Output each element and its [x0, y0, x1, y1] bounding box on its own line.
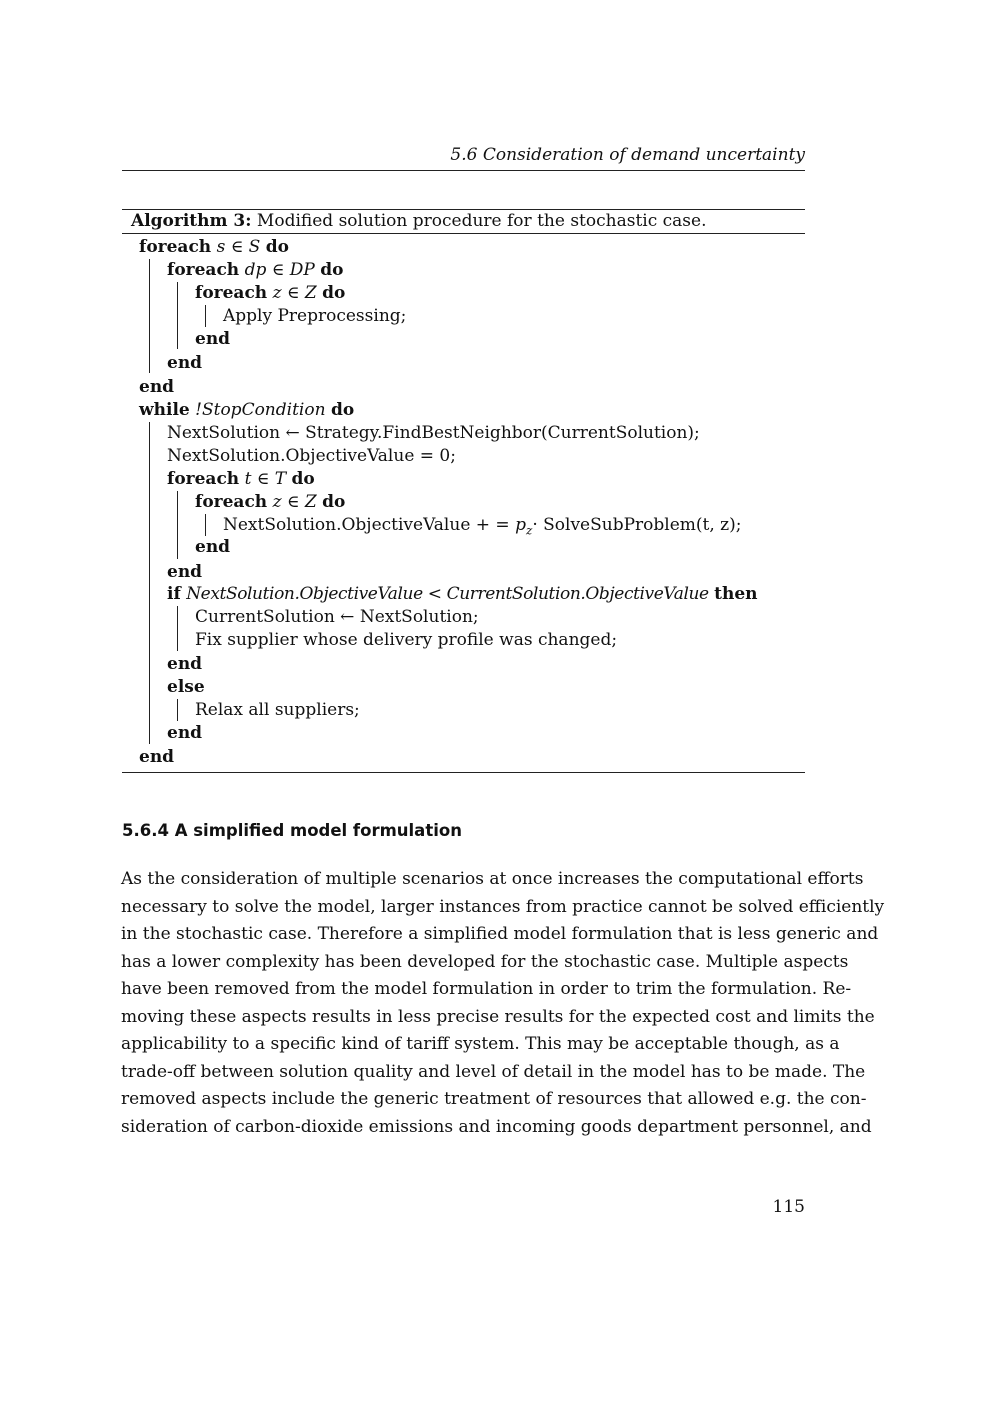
algo-line: end: [195, 329, 231, 349]
algo-line: Apply Preprocessing;: [223, 306, 407, 326]
algo-line: end: [167, 723, 203, 743]
page-number: 115: [772, 1197, 805, 1217]
block-scope-bar: [205, 514, 206, 536]
algorithm-caption-text: Modified solution procedure for the stochastic case.: [256, 211, 707, 231]
algo-line: foreach dp ∈ DP do: [167, 260, 344, 280]
paragraph-line: moving these aspects results in less precise results for the expected cost and limits the: [121, 1006, 875, 1027]
algo-line: NextSolution.ObjectiveValue = 0;: [167, 446, 456, 466]
block-scope-bar: [149, 259, 150, 373]
algo-line: if NextSolution.ObjectiveValue < CurrentSolution.ObjectiveValue then: [167, 584, 758, 604]
paragraph-line: sideration of carbon-dioxide emissions and incoming goods department personnel, and: [121, 1116, 872, 1137]
algorithm-label: Algorithm 3:: [131, 211, 252, 231]
algo-line: end: [139, 377, 175, 397]
running-header: 5.6 Consideration of demand uncertainty: [122, 144, 805, 171]
block-scope-bar: [177, 699, 178, 721]
algorithm-caption: [131, 210, 706, 232]
algo-line: else: [167, 677, 205, 697]
algo-line: Relax all suppliers;: [195, 700, 360, 720]
algo-line: end: [139, 747, 175, 767]
algorithm-bottom-rule: [122, 772, 805, 773]
paragraph-line: have been removed from the model formulation in order to trim the formulation. Re-: [121, 979, 852, 999]
paragraph-line: has a lower complexity has been developed for the stochastic case. Multiple aspects: [121, 951, 849, 972]
algo-line: NextSolution.ObjectiveValue + = $p_z\cdot$ SolveSubProblem(t, z);: [223, 515, 742, 538]
algo-line: while !StopCondition do: [139, 400, 355, 420]
algo-line: end: [167, 353, 203, 373]
algo-line: end: [167, 654, 203, 674]
paragraph-line: applicability to a specific kind of tariff system. This may be acceptable though, as a: [121, 1034, 840, 1054]
algo-line: NextSolution ← Strategy.FindBestNeighbor(CurrentSolution);: [167, 423, 700, 443]
algo-line: CurrentSolution ← NextSolution;: [195, 607, 479, 627]
block-scope-bar: [177, 282, 178, 349]
algo-line: foreach t ∈ T do: [167, 469, 315, 489]
algo-line: foreach z ∈ Z do: [195, 492, 346, 512]
algo-line: end: [195, 537, 231, 557]
block-scope-bar: [205, 305, 206, 327]
paragraph-line: in the stochastic case. Therefore a simplified model formulation that is less generic and: [121, 924, 879, 944]
paragraph-line: trade-off between solution quality and level of detail in the model has to be made. The: [121, 1061, 866, 1082]
block-scope-bar: [177, 491, 178, 559]
algo-line: foreach s ∈ S do: [139, 237, 289, 257]
paragraph-line: As the consideration of multiple scenarios at once increases the computational efforts: [121, 869, 864, 889]
paragraph-line: necessary to solve the model, larger instances from practice cannot be solved efficiently: [121, 896, 885, 917]
algo-line: foreach z ∈ Z do: [195, 283, 346, 303]
algo-line: Fix supplier whose delivery profile was changed;: [195, 630, 618, 650]
body-paragraph: [121, 866, 885, 1141]
paragraph-line: removed aspects include the generic treatment of resources that allowed e.g. the con-: [121, 1089, 867, 1109]
block-scope-bar: [149, 422, 150, 744]
algo-line: end: [167, 562, 203, 582]
section-heading: 5.6.4 A simplified model formulation: [122, 821, 462, 840]
algorithm-caption-rule: [122, 233, 805, 234]
block-scope-bar: [177, 606, 178, 651]
